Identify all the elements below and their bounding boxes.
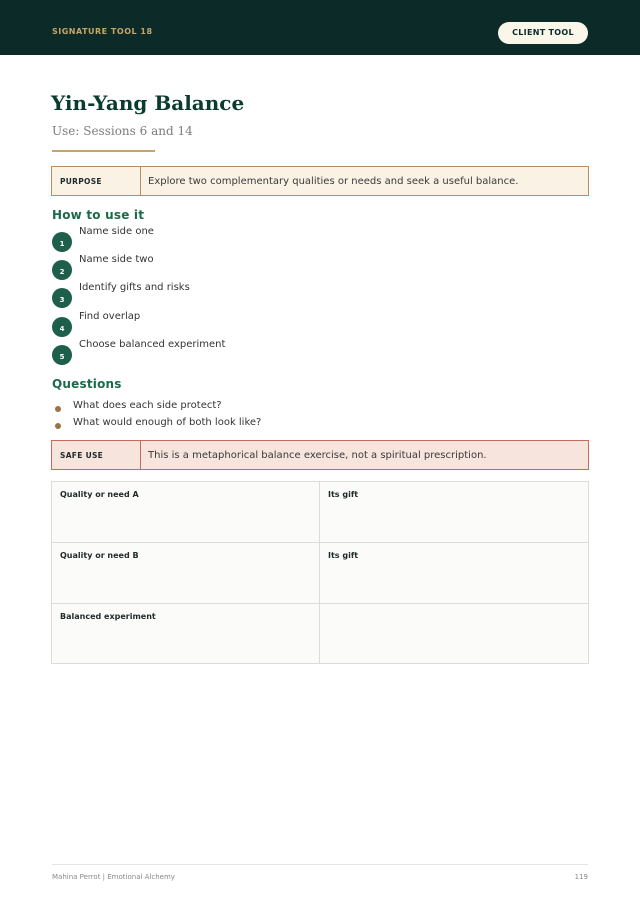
step-label: Identify gifts and risks — [79, 282, 190, 293]
page-subtitle: Use: Sessions 6 and 14 — [52, 124, 193, 138]
safe-use-callout — [51, 440, 589, 470]
header-bar — [0, 0, 640, 55]
purpose-text: Explore two complementary qualities or needs and seek a useful balance. — [148, 175, 519, 187]
bullet-icon — [55, 406, 61, 412]
step-number: 2 — [52, 260, 72, 280]
title-divider — [52, 150, 155, 152]
purpose-tag: PURPOSE — [52, 167, 141, 195]
step-label: Find overlap — [79, 311, 141, 322]
cell-label: Quality or need B — [60, 551, 139, 560]
worksheet-cell[interactable] — [52, 604, 320, 663]
worksheet-cell[interactable] — [320, 604, 588, 663]
tool-kicker: SIGNATURE TOOL 18 — [52, 27, 153, 36]
page-number: 119 — [574, 873, 588, 881]
worksheet-cell[interactable] — [320, 543, 588, 604]
step-number: 1 — [52, 232, 72, 252]
questions-heading: Questions — [52, 377, 122, 391]
step-number: 5 — [52, 345, 72, 365]
worksheet-cell[interactable] — [320, 482, 588, 543]
footer-credit: Mahina Perrot | Emotional Alchemy — [52, 873, 175, 881]
step-label: Name side one — [79, 226, 154, 237]
cell-label: Balanced experiment — [60, 612, 156, 621]
safe-use-tag: SAFE USE — [52, 441, 141, 469]
cell-label: Its gift — [328, 490, 359, 499]
client-tool-badge: CLIENT TOOL — [498, 22, 588, 44]
step-label: Name side two — [79, 254, 154, 265]
bullet-icon — [55, 423, 61, 429]
worksheet-table — [51, 481, 589, 664]
step-number: 4 — [52, 317, 72, 337]
worksheet-cell[interactable] — [52, 482, 320, 543]
how-to-heading: How to use it — [52, 208, 145, 222]
purpose-callout — [51, 166, 589, 196]
step-number: 3 — [52, 288, 72, 308]
step-label: Choose balanced experiment — [79, 339, 226, 350]
cell-label: Quality or need A — [60, 490, 139, 499]
footer-divider — [52, 864, 588, 865]
safe-use-text: This is a metaphorical balance exercise, not a spiritual prescription. — [148, 449, 487, 461]
worksheet-cell[interactable] — [52, 543, 320, 604]
question-text: What would enough of both look like? — [73, 417, 262, 428]
question-text: What does each side protect? — [73, 400, 222, 411]
cell-label: Its gift — [328, 551, 359, 560]
page-title: Yin-Yang Balance — [51, 91, 245, 115]
